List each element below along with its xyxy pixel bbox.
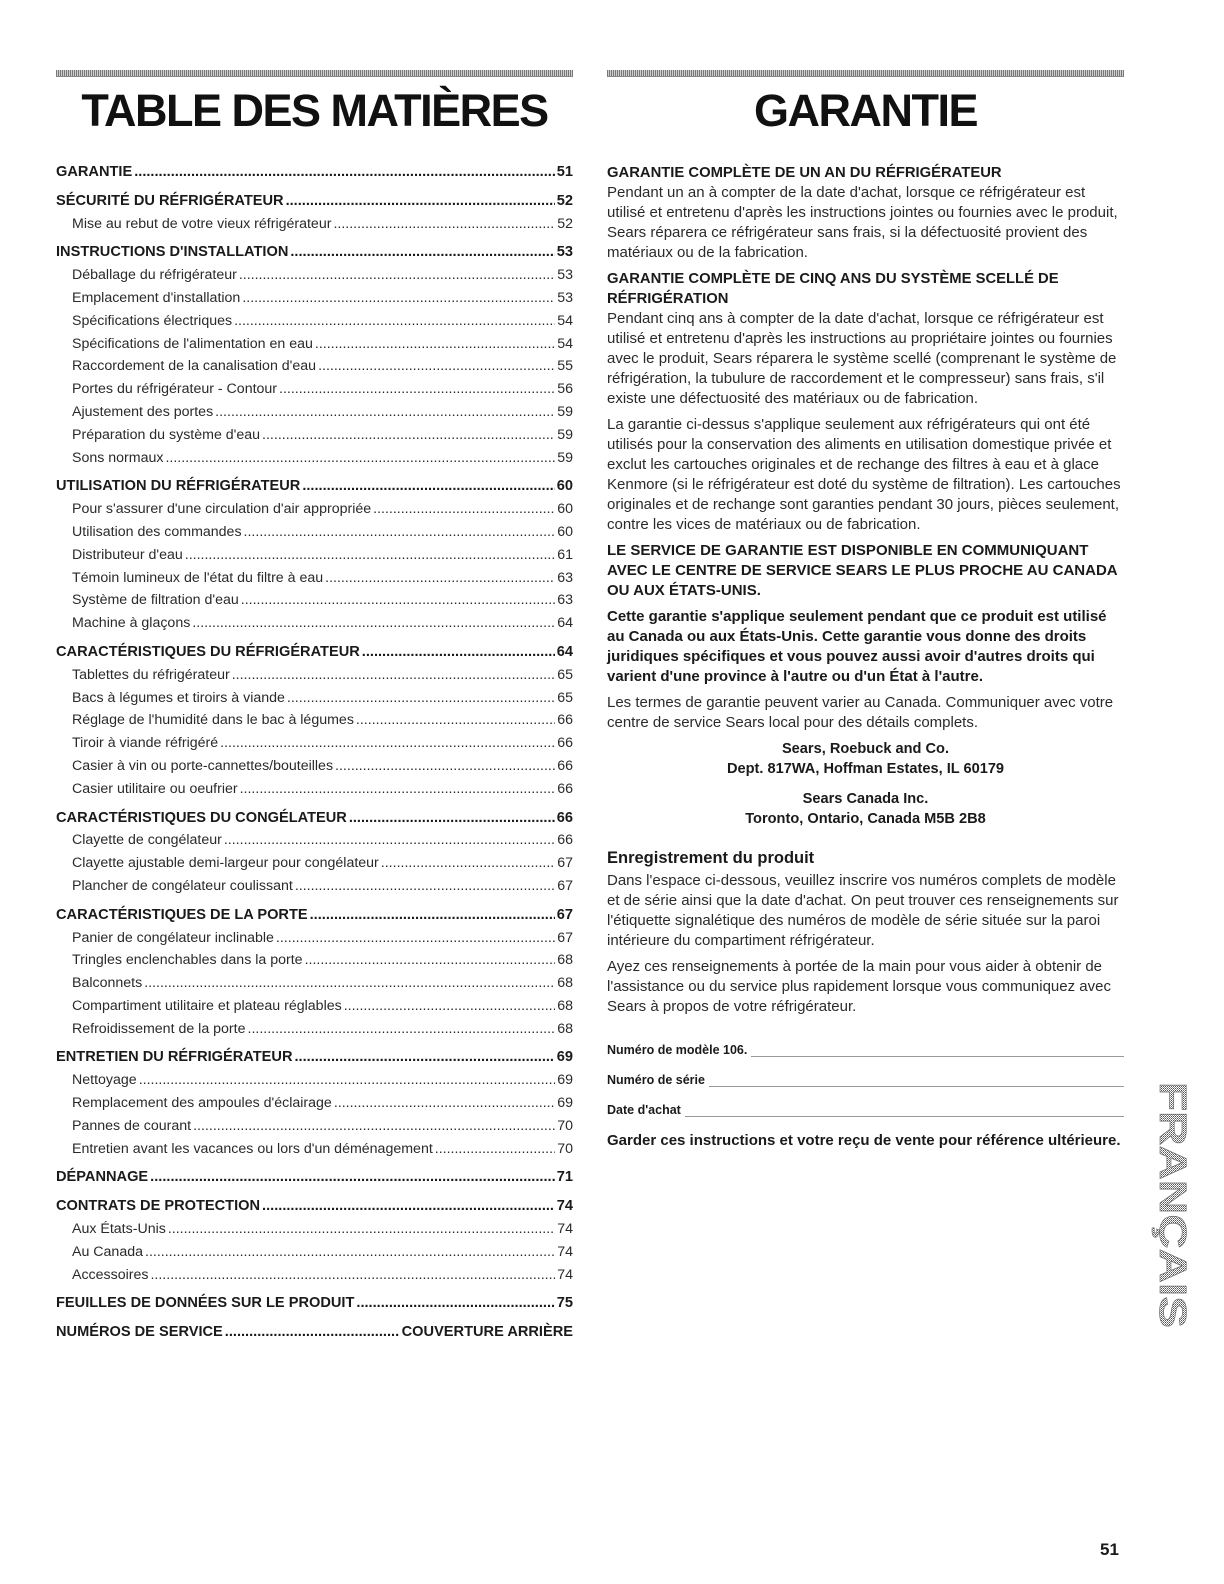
language-tab [1150, 1080, 1194, 1330]
toc-page: 52 [556, 192, 573, 209]
toc-leader [305, 949, 556, 972]
toc-page: 59 [557, 426, 573, 443]
toc-label: DÉPANNAGE [56, 1169, 149, 1186]
toc-page: 64 [557, 615, 573, 632]
toc-page: 71 [556, 1169, 573, 1186]
toc-leader [286, 190, 555, 213]
toc-label: Entretien avant les vacances ou lors d'un déménagement [72, 1140, 433, 1157]
toc-leader [335, 755, 555, 778]
toc-entry-row[interactable] [56, 709, 573, 732]
toc-label: Utilisation des commandes [72, 523, 242, 540]
toc-label: Raccordement de la canalisation d'eau [72, 358, 317, 375]
one-year-text: Pendant un an à compter de la date d'achat, lorsque ce réfrigérateur est utilisé et entretenu d'après les instructions jointes ou fournies avec le produit, Sears réparera ce réfrigérateur sans frais, si la défectuosité provient des matériaux ou de la fabrication. [607, 184, 1118, 261]
toc-entry-row[interactable] [56, 567, 573, 590]
toc-label: CARACTÉRISTIQUES DU CONGÉLATEUR [56, 809, 347, 826]
toc-section-row[interactable] [56, 1195, 573, 1218]
toc-leader [373, 498, 555, 521]
toc-leader [356, 1292, 554, 1315]
toc-section-row[interactable] [56, 161, 573, 184]
toc-page: 60 [556, 478, 573, 495]
toc-leader [215, 401, 555, 424]
toc-leader [248, 1018, 556, 1041]
toc-page: 70 [557, 1140, 573, 1157]
toc-page: 68 [557, 997, 573, 1014]
toc-leader [325, 567, 555, 590]
toc-label: SÉCURITÉ DU RÉFRIGÉRATEUR [56, 192, 284, 209]
toc-page: 74 [556, 1198, 573, 1215]
toc-leader [144, 972, 555, 995]
limitation-text: La garantie ci-dessus s'applique seulement aux réfrigérateurs qui ont été utilisés pour la conservation des aliments en utilisation domestique privée et exclut les cartouches originales et de rechange des filtres à eau et à glace Kenmore (si le réfrigérateur est doté du système de filtration). Les cartouches originales et de rechange sont garanties pendant 30 jours, pièces seulement, contre les vices de matériaux ou de fabrication. [607, 416, 1121, 533]
canada-terms: Les termes de garantie peuvent varier au Canada. Communiquer avec votre centre de service Sears local pour des détails complets. [607, 694, 1114, 731]
toc-entry-row[interactable] [56, 310, 573, 333]
toc-leader [168, 1218, 555, 1241]
toc-leader [145, 1241, 555, 1264]
toc-entry-row[interactable] [56, 544, 573, 567]
toc-leader [234, 310, 555, 333]
toc-page: 70 [557, 1117, 573, 1134]
toc-entry-row[interactable] [56, 1069, 573, 1092]
write-line[interactable] [685, 1102, 1124, 1117]
toc-entry-row[interactable] [56, 521, 573, 544]
toc-page: 54 [557, 335, 573, 352]
toc-leader [244, 521, 556, 544]
toc-leader [344, 995, 556, 1018]
toc-label: Tablettes du réfrigérateur [72, 666, 230, 683]
toc-entry-row[interactable] [56, 589, 573, 612]
toc-label: Compartiment utilitaire et plateau réglables [72, 997, 342, 1014]
toc-label: Clayette de congélateur [72, 832, 222, 849]
toc-page: 66 [557, 757, 573, 774]
toc-column [56, 70, 573, 1344]
toc-page: 53 [557, 289, 573, 306]
toc-entry-row[interactable] [56, 264, 573, 287]
five-year-text: Pendant cinq ans à compter de la date d'achat, lorsque ce réfrigérateur est utilisé et entretenu d'après les instructions au propriétaire jointes ou fournies avec le produit, Sears réparera le système scellé (comprenant le système de réfrigération, la tubulure de raccordement et le compresseur) sans frais, s'il existe une défectuosité des matériaux ou de fabrication. [607, 310, 1117, 407]
toc-section-row[interactable] [56, 241, 573, 264]
registration-heading: Enregistrement du produit [607, 849, 815, 867]
toc-label: Pour s'assurer d'une circulation d'air appropriée [72, 501, 372, 518]
toc-label: CARACTÉRISTIQUES DU RÉFRIGÉRATEUR [56, 643, 360, 660]
toc-page: 74 [557, 1243, 573, 1260]
toc-page: 55 [557, 358, 573, 375]
toc-page: 56 [557, 381, 573, 398]
toc-leader [276, 927, 555, 950]
toc-page: 65 [557, 689, 573, 706]
toc-page: 66 [557, 712, 573, 729]
toc-page: 60 [557, 501, 573, 518]
toc-entry-row[interactable] [56, 401, 573, 424]
toc-entry-row[interactable] [56, 755, 573, 778]
toc-entry-row[interactable] [56, 1115, 573, 1138]
warranty-body [607, 163, 1124, 1151]
toc-leader [185, 544, 555, 567]
toc-leader [356, 709, 555, 732]
toc-leader [294, 1046, 554, 1069]
toc-leader [279, 378, 555, 401]
toc-label: Casier à vin ou porte-cannettes/bouteilles [72, 757, 334, 774]
toc-label: Portes du réfrigérateur - Contour [72, 381, 278, 398]
toc-label: Mise au rebut de votre vieux réfrigérateur [72, 215, 332, 232]
toc-label: Aux États-Unis [72, 1221, 166, 1238]
toc-page: 64 [556, 643, 573, 660]
toc-page: 66 [557, 780, 573, 797]
toc-leader [333, 213, 555, 236]
toc-leader [349, 807, 555, 830]
toc-leader [310, 904, 555, 927]
service-notice: LE SERVICE DE GARANTIE EST DISPONIBLE EN COMMUNIQUANT AVEC LE CENTRE DE SERVICE SEARS LE PLUS PROCHE AU CANADA OU AUX ÉTATS-UNIS. [607, 542, 1118, 599]
registration-text-2: Ayez ces renseignements à portée de la main pour vous aider à obtenir de l'assistance ou du service plus rapidement lorsque vous communiquez avec Sears à propos de votre réfrigérateur. [607, 958, 1111, 1015]
toc-label: Nettoyage [72, 1072, 137, 1089]
toc-entry-row[interactable] [56, 1264, 573, 1287]
toc-page: 63 [557, 569, 573, 586]
toc-page: 67 [556, 906, 573, 923]
toc-label: CARACTÉRISTIQUES DE LA PORTE [56, 906, 308, 923]
toc-leader [134, 161, 555, 184]
toc-title: TABLE DES MATIÈRES [81, 85, 548, 136]
toc-leader [239, 264, 555, 287]
top-rule [607, 70, 1124, 77]
toc-entry-row[interactable] [56, 498, 573, 521]
toc-leader [150, 1264, 555, 1287]
model-number-field[interactable] [607, 1035, 1124, 1057]
toc-leader [192, 612, 555, 635]
toc-entry-row[interactable] [56, 664, 573, 687]
toc-page: 68 [557, 952, 573, 969]
toc-page: 74 [557, 1221, 573, 1238]
toc-label: Pannes de courant [72, 1117, 192, 1134]
toc-label: Accessoires [72, 1266, 149, 1283]
address-line: Dept. 817WA, Hoffman Estates, IL 60179 [726, 761, 1005, 777]
toc-label: Témoin lumineux de l'état du filtre à eau [72, 569, 324, 586]
toc-section-row[interactable] [56, 1046, 573, 1069]
toc-page: 69 [557, 1095, 573, 1112]
toc-entry-row[interactable] [56, 287, 573, 310]
toc-leader [241, 589, 555, 612]
toc-label: Balconnets [72, 975, 143, 992]
toc-leader [381, 852, 555, 875]
toc-leader [242, 287, 555, 310]
toc-leader [435, 1138, 555, 1161]
language-tab-text: FRANÇAIS [1151, 1082, 1193, 1279]
toc-section-row[interactable] [56, 1321, 573, 1344]
toc-page: 66 [557, 735, 573, 752]
toc-entry-row[interactable] [56, 1218, 573, 1241]
toc-label: Bacs à légumes et tiroirs à viande [72, 689, 285, 706]
toc-label: Tringles enclenchables dans la porte [72, 952, 303, 969]
toc-section-row[interactable] [56, 475, 573, 498]
toc-page: 60 [557, 523, 573, 540]
toc-label: Clayette ajustable demi-largeur pour congélateur [72, 855, 379, 872]
address-line: Sears Canada Inc. [802, 791, 929, 807]
toc-leader [318, 355, 555, 378]
toc-entry-row[interactable] [56, 732, 573, 755]
toc-label: Préparation du système d'eau [72, 426, 261, 443]
warranty-title: GARANTIE [754, 85, 977, 136]
toc-label: Sons normaux [72, 449, 164, 466]
toc-page: 66 [557, 832, 573, 849]
toc-label: Refroidissement de la porte [72, 1020, 246, 1037]
top-rule [56, 70, 573, 77]
toc-leader [262, 424, 555, 447]
toc-page: 65 [557, 666, 573, 683]
toc-leader [262, 1195, 555, 1218]
toc-label: GARANTIE [56, 164, 133, 180]
toc-label: INSTRUCTIONS D'INSTALLATION [56, 244, 289, 261]
toc-entry-row[interactable] [56, 972, 573, 995]
toc-entry-row[interactable] [56, 949, 573, 972]
toc-section-row[interactable] [56, 904, 573, 927]
toc-page: 51 [556, 164, 573, 180]
toc-leader [232, 664, 555, 687]
toc-entry-row[interactable] [56, 378, 573, 401]
toc-leader [150, 1166, 555, 1189]
toc-label: Plancher de congélateur coulissant [72, 877, 293, 894]
toc-label: UTILISATION DU RÉFRIGÉRATEUR [56, 478, 301, 495]
toc-label: NUMÉROS DE SERVICE [56, 1324, 223, 1341]
field-label: Numéro de série [607, 1073, 705, 1087]
toc-leader [334, 1092, 555, 1115]
toc-page: 67 [557, 929, 573, 946]
toc-label: Panier de congélateur inclinable [72, 929, 274, 946]
toc-label: Ajustement des portes [72, 403, 214, 420]
registration-text: Dans l'espace ci-dessous, veuillez inscrire vos numéros complets de modèle et de série ainsi que la date d'achat. On peut trouver ces renseignements sur l'étiquette signalétique des numéros de modèle de série située sur la paroi intérieure du compartiment réfrigérateur. [607, 872, 1119, 949]
toc-page: 67 [557, 855, 573, 872]
page-number: 51 [1100, 1540, 1119, 1559]
write-line[interactable] [751, 1042, 1124, 1057]
toc-entry-row[interactable] [56, 927, 573, 950]
toc-label: Au Canada [72, 1243, 143, 1260]
toc-leader [290, 241, 554, 264]
toc-page: 66 [556, 809, 573, 826]
toc-leader [315, 333, 555, 356]
toc-leader [240, 778, 556, 801]
toc-entry-row[interactable] [56, 424, 573, 447]
toc-label: Tiroir à viande réfrigéré [72, 735, 219, 752]
five-year-heading: GARANTIE COMPLÈTE DE CINQ ANS DU SYSTÈME SCELLÉ DE RÉFRIGÉRATION [607, 271, 1059, 307]
sears-us-address [607, 739, 1124, 779]
toc-leader [165, 447, 555, 470]
toc-entry-row[interactable] [56, 1241, 573, 1264]
rights-notice: Cette garantie s'applique seulement pendant que ce produit est utilisé au Canada ou aux États-Unis. Cette garantie vous donne des droits juridiques spécifiques et vous pouvez aussi avoir d'autres droits qui varient d'une province à l'autre ou d'un État à l'autre. [607, 608, 1107, 685]
purchase-date-field[interactable] [607, 1095, 1124, 1117]
toc-page: 68 [557, 1020, 573, 1037]
serial-number-field[interactable] [607, 1065, 1124, 1087]
toc-page: 75 [556, 1295, 573, 1312]
toc-section-row[interactable] [56, 1292, 573, 1315]
toc-label: Déballage du réfrigérateur [72, 267, 237, 284]
toc-page: 63 [557, 592, 573, 609]
address-line: Sears, Roebuck and Co. [781, 741, 950, 757]
toc-entry-row[interactable] [56, 213, 573, 236]
registration-fields [607, 1035, 1124, 1117]
toc-label: CONTRATS DE PROTECTION [56, 1198, 261, 1215]
toc-entry-row[interactable] [56, 875, 573, 898]
toc-section-row[interactable] [56, 1166, 573, 1189]
sears-canada-address [607, 789, 1124, 829]
toc-entry-row[interactable] [56, 995, 573, 1018]
toc-page: 68 [557, 975, 573, 992]
toc-entry-row[interactable] [56, 687, 573, 710]
toc-label: Système de filtration d'eau [72, 592, 239, 609]
toc-leader [224, 829, 555, 852]
toc-page: 69 [557, 1072, 573, 1089]
write-line[interactable] [709, 1072, 1124, 1087]
toc-entry-row[interactable] [56, 1018, 573, 1041]
toc-page: 59 [557, 449, 573, 466]
toc-section-row[interactable] [56, 641, 573, 664]
toc-leader [295, 875, 555, 898]
toc-page: 61 [557, 546, 573, 563]
toc-label: Emplacement d'installation [72, 289, 241, 306]
toc-leader [225, 1321, 400, 1344]
toc-page: 52 [557, 215, 573, 232]
toc-page: 53 [556, 244, 573, 261]
toc-label: Spécifications électriques [72, 312, 233, 329]
toc-leader [362, 641, 555, 664]
toc-list [56, 161, 573, 1344]
toc-page: 74 [557, 1266, 573, 1283]
toc-page: 67 [557, 877, 573, 894]
address-line: Toronto, Ontario, Canada M5B 2B8 [745, 811, 986, 827]
toc-label: Distributeur d'eau [72, 546, 183, 563]
toc-entry-row[interactable] [56, 612, 573, 635]
toc-label: Réglage de l'humidité dans le bac à légumes [72, 712, 354, 729]
toc-leader [302, 475, 554, 498]
toc-label: ENTRETIEN DU RÉFRIGÉRATEUR [56, 1049, 293, 1066]
toc-section-row[interactable] [56, 190, 573, 213]
toc-leader [287, 687, 555, 710]
toc-entry-row[interactable] [56, 852, 573, 875]
toc-label: Casier utilitaire ou oeufrier [72, 780, 238, 797]
toc-entry-row[interactable] [56, 447, 573, 470]
one-year-heading: GARANTIE COMPLÈTE DE UN AN DU RÉFRIGÉRATEUR [607, 165, 1002, 181]
toc-page: COUVERTURE ARRIÈRE [401, 1324, 573, 1341]
toc-entry-row[interactable] [56, 1092, 573, 1115]
toc-label: FEUILLES DE DONNÉES SUR LE PRODUIT [56, 1295, 355, 1312]
toc-leader [220, 732, 555, 755]
field-label: Date d'achat [607, 1103, 681, 1117]
toc-page: 53 [557, 267, 573, 284]
toc-page: 59 [557, 403, 573, 420]
field-label: Numéro de modèle 106. [607, 1043, 748, 1057]
toc-entry-row[interactable] [56, 829, 573, 852]
toc-entry-row[interactable] [56, 333, 573, 356]
toc-page: 54 [557, 312, 573, 329]
warranty-column [607, 70, 1124, 1157]
toc-entry-row[interactable] [56, 778, 573, 801]
toc-entry-row[interactable] [56, 355, 573, 378]
toc-label: Machine à glaçons [72, 615, 191, 632]
toc-page: 69 [556, 1049, 573, 1066]
toc-label: Spécifications de l'alimentation en eau [72, 335, 313, 352]
toc-entry-row[interactable] [56, 1138, 573, 1161]
toc-leader [139, 1069, 556, 1092]
toc-leader [193, 1115, 555, 1138]
toc-label: Remplacement des ampoules d'éclairage [72, 1095, 332, 1112]
toc-section-row[interactable] [56, 807, 573, 830]
keep-instructions-notice: Garder ces instructions et votre reçu de vente pour référence ultérieure. [607, 1132, 1121, 1149]
